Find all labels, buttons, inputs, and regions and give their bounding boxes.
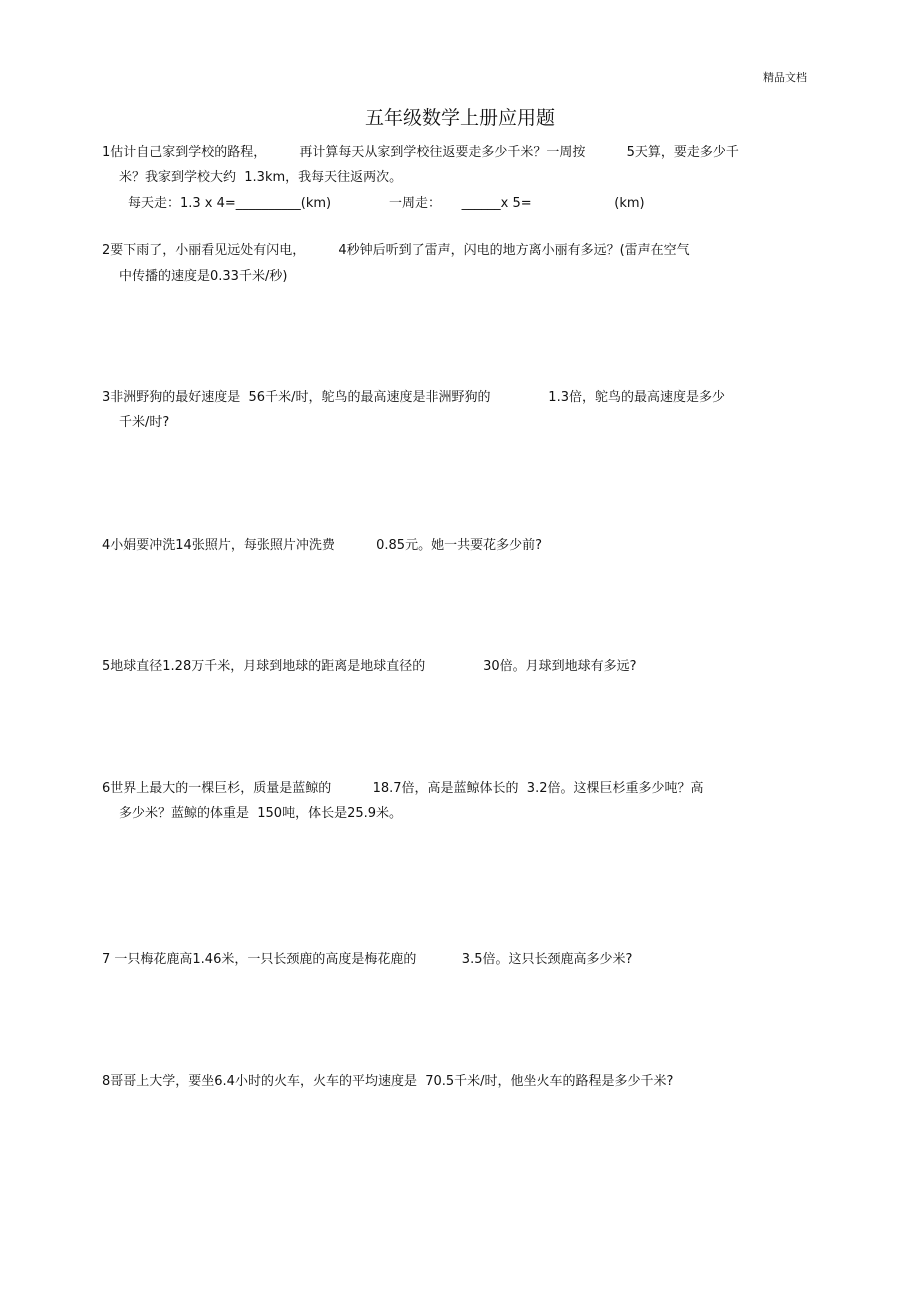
question-7-line-1: 7 一只梅花鹿高1.46米，一只长颈鹿的高度是梅花鹿的 3.5倍。这只长颈鹿高多少米? bbox=[102, 952, 633, 967]
watermark-text: 精品文档 bbox=[763, 71, 807, 84]
question-6-line-1: 6世界上最大的一棵巨杉，质量是蓝鲸的 18.7倍，高是蓝鲸体长的 3.2倍。这棵巨杉重多少吨？高 bbox=[102, 781, 704, 796]
question-1-line-2: 米？我家到学校大约 1.3km，我每天往返两次。 bbox=[119, 170, 403, 185]
question-4-line-1: 4小娟要冲洗14张照片，每张照片冲洗费 0.85元。她一共要花多少前? bbox=[102, 538, 542, 553]
question-1-line-1: 1估计自己家到学校的路程， 再计算每天从家到学校往返要走多少千米？一周按 5天算，要走多少千 bbox=[102, 145, 739, 160]
question-3-line-2: 千米/时? bbox=[119, 415, 170, 430]
question-1-line-3: 每天走：1.3 x 4=__________(km) 一周走： ______x 5= (km) bbox=[128, 196, 645, 211]
question-2-line-2: 中传播的速度是0.33千米/秒) bbox=[119, 269, 288, 284]
page-title: 五年级数学上册应用题 bbox=[364, 107, 555, 129]
question-6-line-2: 多少米？蓝鲸的体重是 150吨，体长是25.9米。 bbox=[119, 806, 403, 821]
question-2-line-1: 2要下雨了，小丽看见远处有闪电， 4秒钟后听到了雷声，闪电的地方离小丽有多远？(雷声在空气 bbox=[102, 243, 690, 258]
question-8-line-1: 8哥哥上大学，要坐6.4小时的火车，火车的平均速度是 70.5千米/时，他坐火车的路程是多少千米? bbox=[102, 1074, 674, 1089]
question-5-line-1: 5地球直径1.28万千米，月球到地球的距离是地球直径的 30倍。月球到地球有多远? bbox=[102, 659, 637, 674]
question-3-line-1: 3非洲野狗的最好速度是 56千米/时，鸵鸟的最高速度是非洲野狗的 1.3倍，鸵鸟的最高速度是多少 bbox=[102, 390, 725, 405]
